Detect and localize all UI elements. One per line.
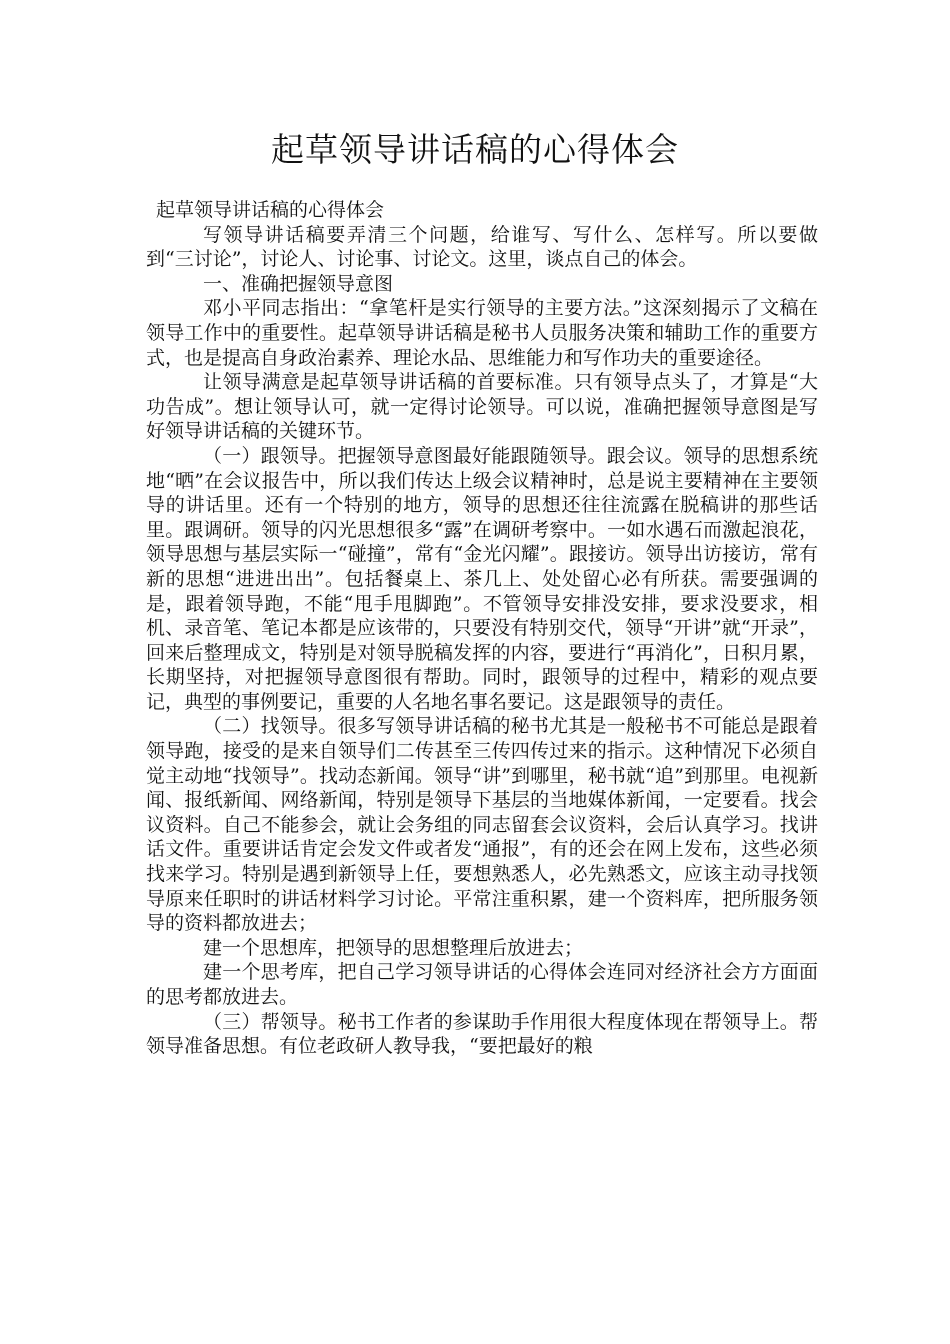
section-heading-1: 一、准确把握领导意图 <box>203 272 394 295</box>
document-body <box>146 198 818 1059</box>
paragraph-thinking-library: 建一个思考库，把自己学习领导讲话的心得体会连同对经济社会方方面面的思考都放进去。 <box>146 961 818 1008</box>
document-subtitle: 起草领导讲话稿的心得体会 <box>156 199 385 221</box>
paragraph-follow-leader: （一）跟领导。把握领导意图最好能跟随领导。跟会议。领导的思想系统地“晒”在会议报告中，所以我们传达上级会议精神时，总是说主要精神在主要领导的讲话里。还有一个特别的地方，领导的思想还往往流露在脱稿讲的那些话里。跟调研。领导的闪光思想很多“露”在调研考察中。一如水遇石而激起浪花，领导思想与基层实际一“碰撞”，常有“金光闪耀”。跟接访。领导出访接访，常有新的思想“进进出出”。包括餐桌上、茶几上、处处留心必有所获。需要强调的是，跟着领导跑，不能“甩手甩脚跑”。不管领导安排没安排，要求没要求，相机、录音笔、笔记本都是应该带的，只要没有特别交代，领导“开讲”就“开录”，回来后整理成文，特别是对领导脱稿发挥的内容，要进行“再消化”，日积月累，长期坚持，对把握领导意图很有帮助。同时，跟领导的过程中，精彩的观点要记，典型的事例要记，重要的人名地名事名要记。这是跟领导的责任。 <box>146 444 818 713</box>
document-title: 起草领导讲话稿的心得体会 <box>271 130 679 169</box>
paragraph-satisfaction: 让领导满意是起草领导讲话稿的首要标准。只有领导点头了，才算是“大功告成”。想让领导认可，就一定得讨论领导。可以说，准确把握领导意图是写好领导讲话稿的关键环节。 <box>146 371 818 443</box>
paragraph-help-leader: （三）帮领导。秘书工作者的参谋助手作用很大程度体现在帮领导上。帮领导准备思想。有位老政研人教导我，“要把最好的粮 <box>146 1010 818 1058</box>
paragraph-intro: 写领导讲话稿要弄清三个问题，给谁写、写什么、怎样写。所以要做到“三讨论”，讨论人、讨论事、讨论文。这里，谈点自己的体会。 <box>146 223 818 271</box>
paragraph-thought-library: 建一个思想库，把领导的思想整理后放进去； <box>203 936 584 959</box>
paragraph-deng-quote: 邓小平同志指出：“拿笔杆是实行领导的主要方法。”这深刻揭示了文稿在领导工作中的重要性。起草领导讲话稿是秘书人员服务决策和辅助工作的重要方式，也是提高自身政治素养、理论水品、思维能力和写作功夫的重要途径。 <box>146 297 818 369</box>
paragraph-find-leader: （二）找领导。很多写领导讲话稿的秘书尤其是一般秘书不可能总是跟着领导跑，接受的是来自领导们二传甚至三传四传过来的指示。这种情况下必须自觉主动地“找领导”。找动态新闻。领导“讲”到哪里，秘书就“追”到那里。电视新闻、报纸新闻、网络新闻，特别是领导下基层的当地媒体新闻，一定要看。找会议资料。自己不能参会，就让会务组的同志留套会议资料，会后认真学习。找讲话文件。重要讲话肯定会发文件或者发“通报”，有的还会在网上发布，这些必须找来学习。特别是遇到新领导上任，要想熟悉人，必先熟悉文，应该主动寻找领导原来任职时的讲话材料学习讨论。平常注重积累，建一个资料库，把所服务领导的资料都放进去； <box>146 715 818 935</box>
